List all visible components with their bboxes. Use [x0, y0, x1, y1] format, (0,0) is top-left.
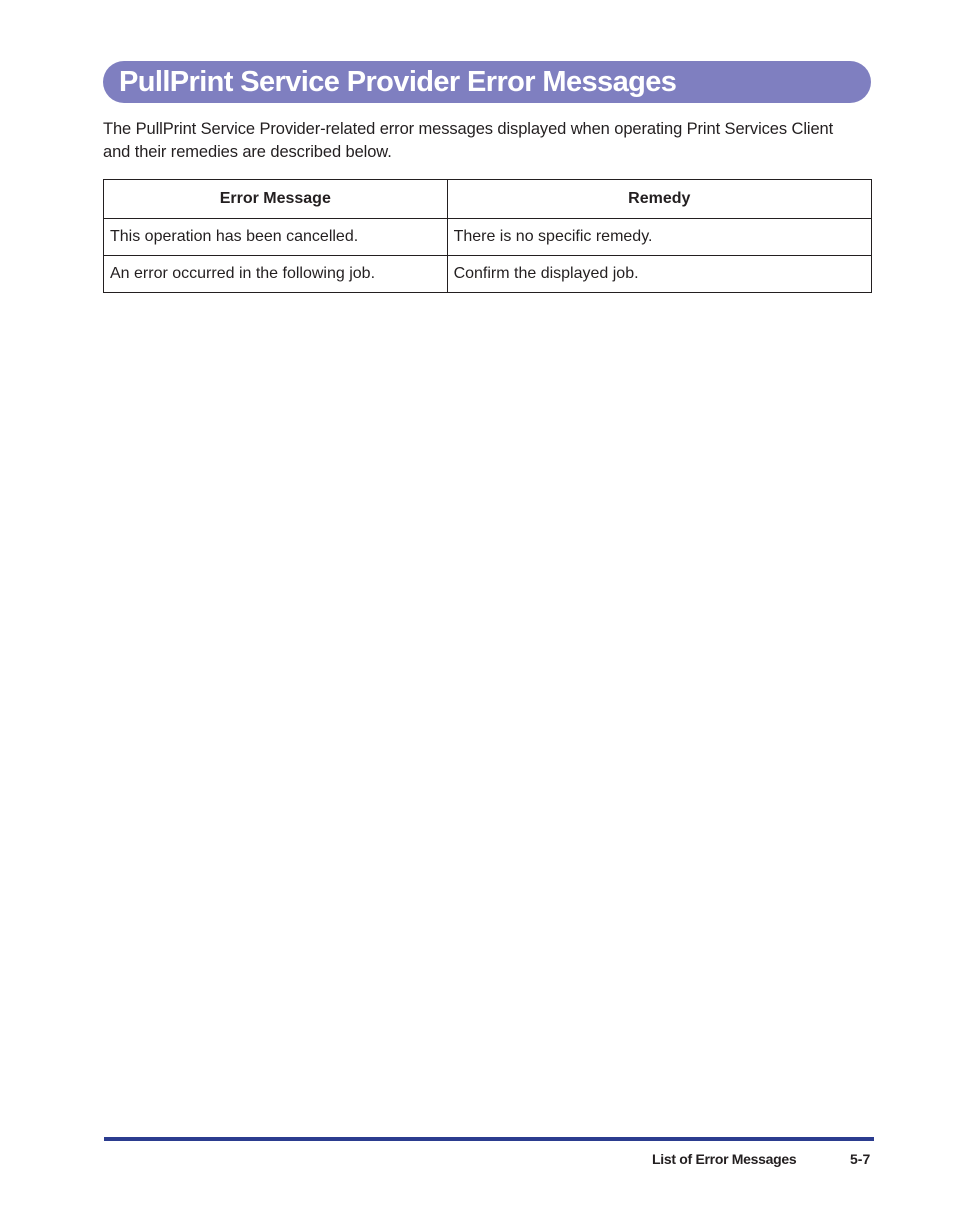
error-message-cell: An error occurred in the following job. — [104, 256, 448, 293]
remedy-cell: There is no specific remedy. — [447, 219, 871, 256]
table-header-row — [104, 180, 872, 219]
title-bar — [103, 61, 871, 103]
error-message-cell: This operation has been cancelled. — [104, 219, 448, 256]
table-row — [104, 219, 872, 256]
header-error-message: Error Message — [104, 180, 448, 219]
page-title: PullPrint Service Provider Error Messages — [119, 65, 677, 98]
remedy-cell: Confirm the displayed job. — [447, 256, 871, 293]
footer-divider — [104, 1137, 874, 1141]
table-row — [104, 256, 872, 293]
header-remedy: Remedy — [447, 180, 871, 219]
intro-paragraph — [103, 118, 873, 164]
error-message-table — [103, 179, 872, 293]
intro-line-1: The PullPrint Service Provider-related error messages displayed when operating Print Services Client — [103, 120, 834, 138]
intro-line-2: and their remedies are described below. — [103, 143, 392, 161]
page-number: 5-7 — [850, 1151, 871, 1167]
footer-section-title: List of Error Messages — [652, 1151, 797, 1167]
